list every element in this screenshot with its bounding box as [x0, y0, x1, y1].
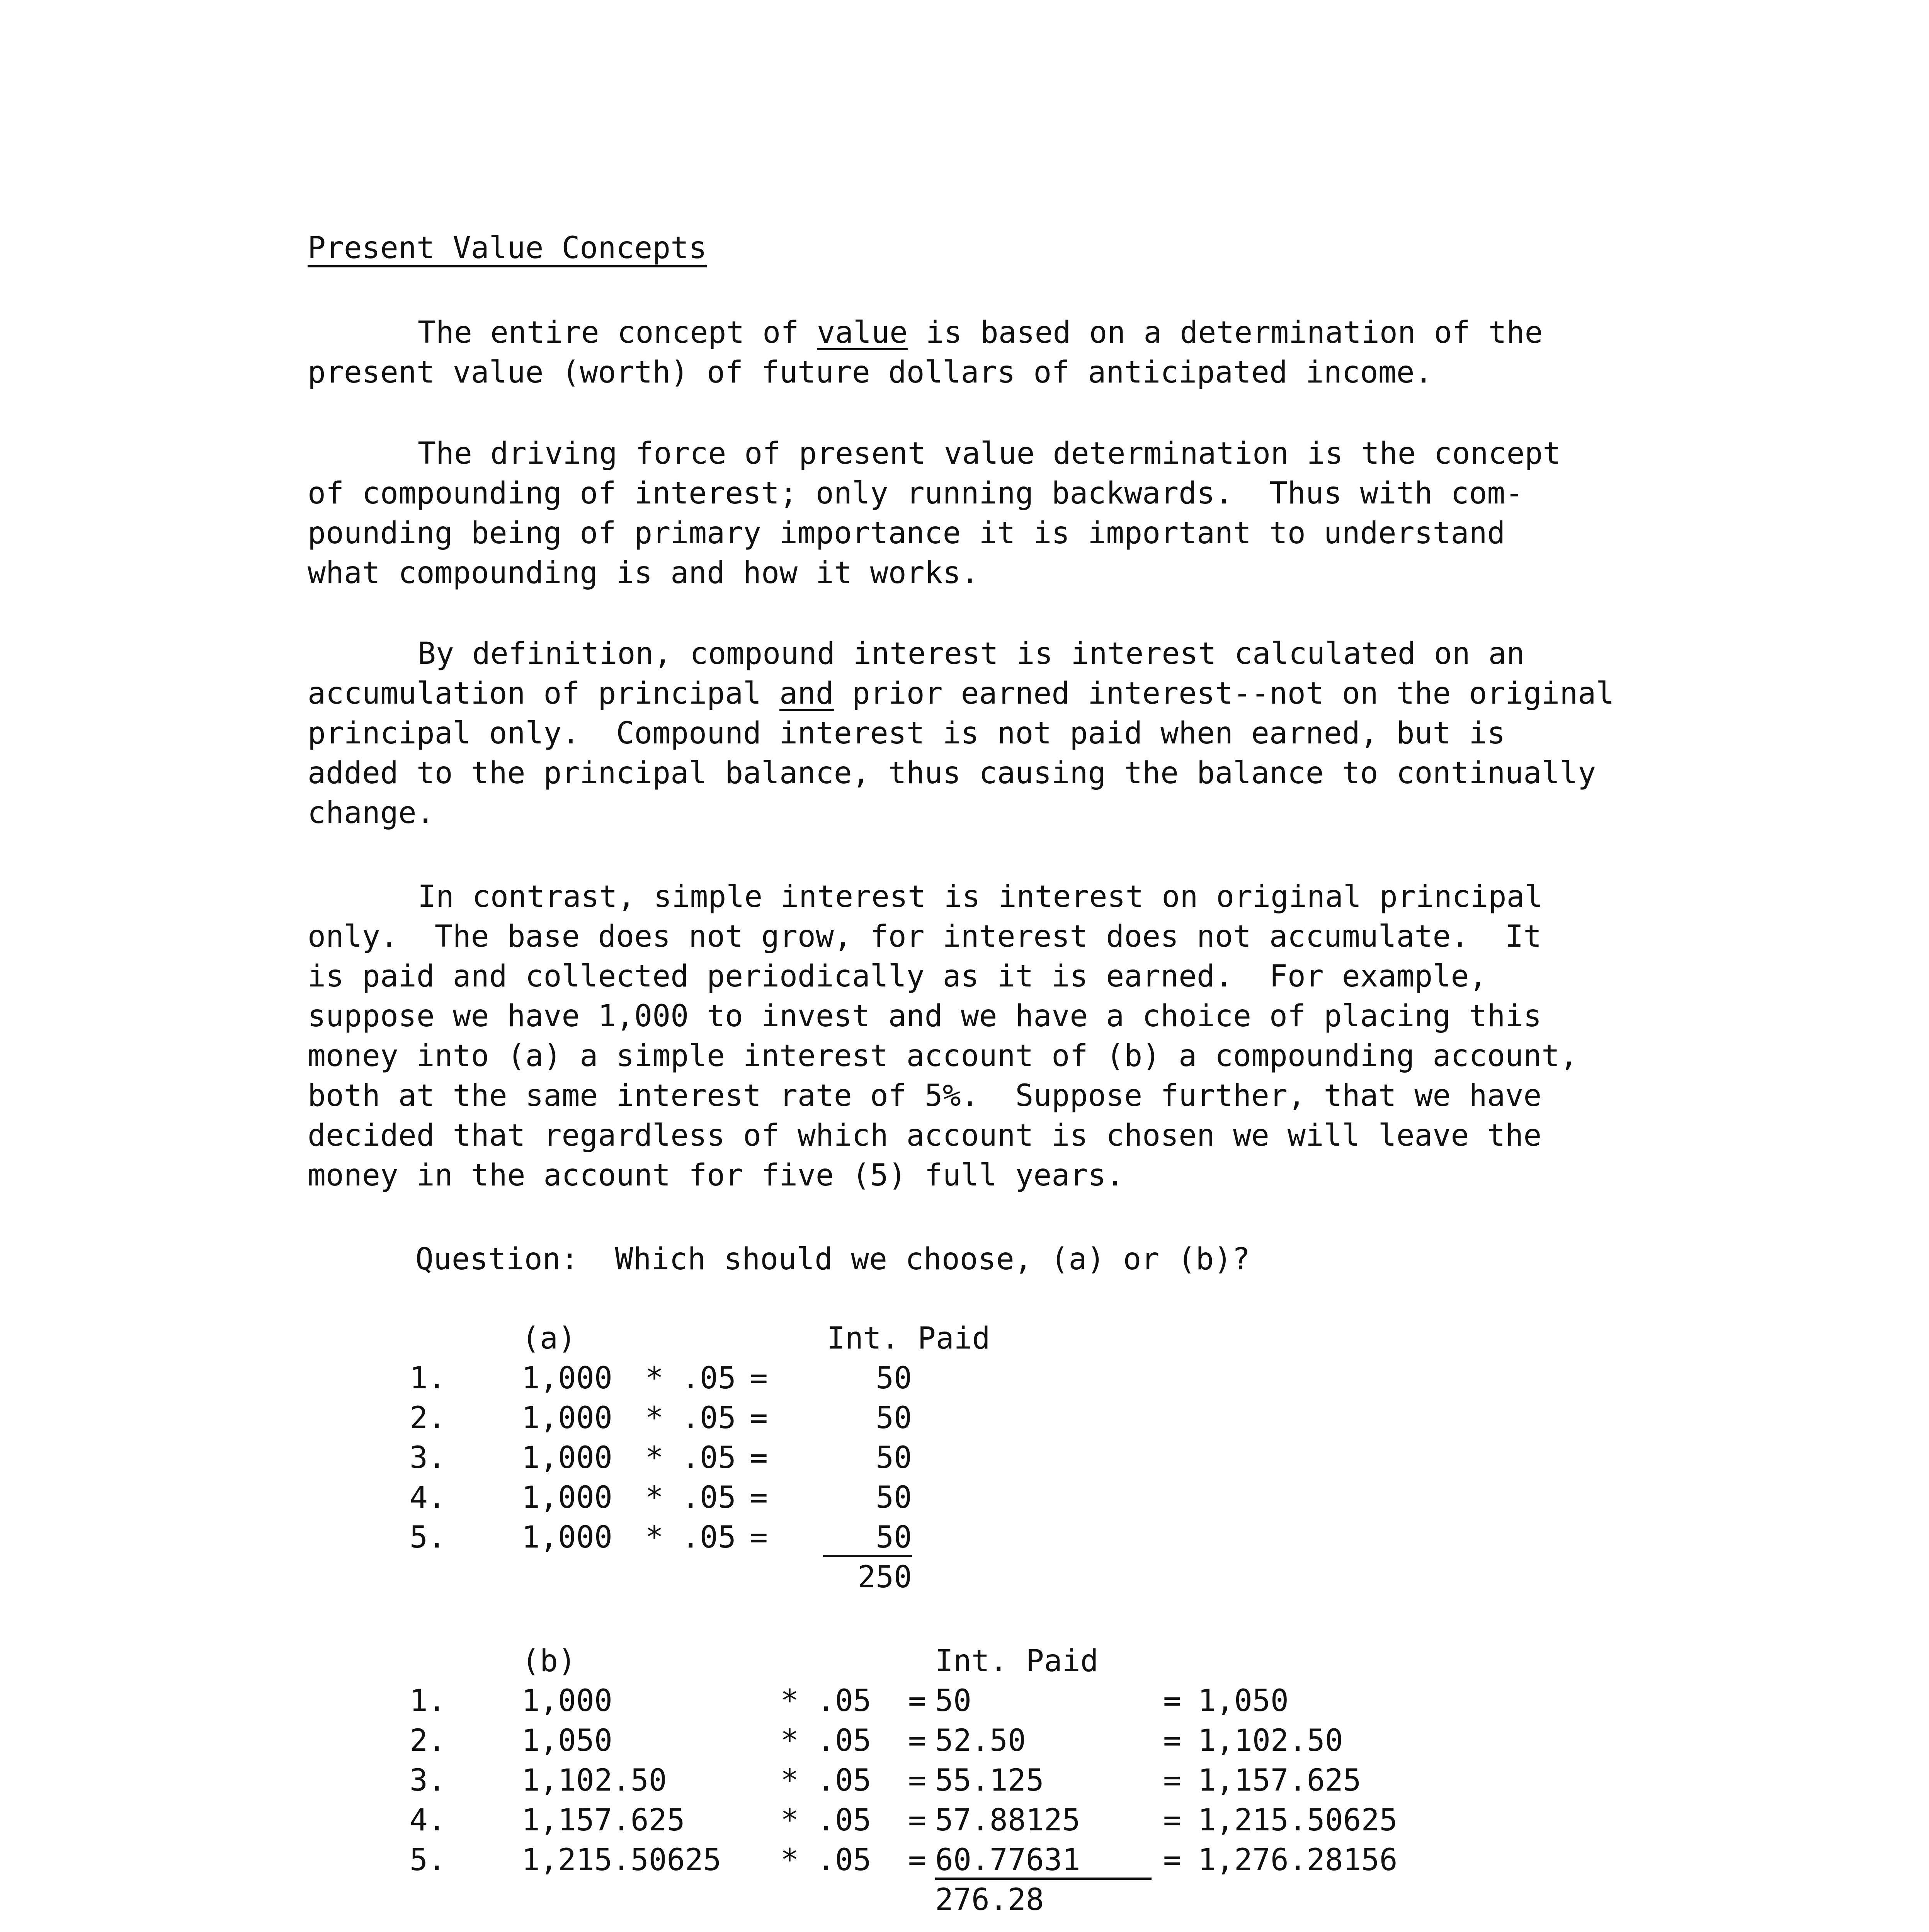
column-header-paid: Int. Paid [827, 1321, 990, 1356]
rate-cell: * .05 [645, 1520, 736, 1555]
row-number: 2. [410, 1723, 446, 1758]
paragraph-line: In contrast, simple interest is interest on original principal [418, 879, 1543, 914]
paragraph-line: The driving force of present value determination is the concept [418, 436, 1561, 471]
interest-paid-cell: 57.88125 [935, 1803, 1080, 1838]
rate-cell: * .05 [645, 1440, 736, 1475]
equals-sign: = [908, 1763, 926, 1798]
paragraph-line: money in the account for five (5) full years. [308, 1158, 1124, 1193]
paragraph-compound-definition [308, 634, 1614, 833]
rate-cell: * .05 [645, 1361, 736, 1396]
interest-paid-cell: 60.77631 [935, 1845, 1152, 1880]
paragraph-line: change. [308, 796, 435, 830]
interest-paid-cell: 52.50 [935, 1723, 1026, 1758]
balance-cell: 1,157.625 [1198, 1763, 1361, 1798]
equals-sign: = [1163, 1684, 1181, 1718]
paragraph-line: what compounding is and how it works. [308, 556, 979, 590]
column-label: (a) [522, 1321, 576, 1356]
row-number: 4. [410, 1480, 446, 1515]
row-number: 1. [410, 1684, 446, 1718]
equals-sign: = [750, 1401, 768, 1435]
equals-sign: = [750, 1520, 768, 1555]
equals-sign: = [908, 1803, 926, 1838]
rate-cell: * .05 [781, 1763, 871, 1798]
paragraph-line: principal only. Compound interest is not paid when earned, but is [308, 716, 1505, 751]
rate-cell: * .05 [645, 1480, 736, 1515]
rate-cell: * .05 [781, 1723, 871, 1758]
paragraph-line: both at the same interest rate of 5%. Suppose further, that we have [308, 1078, 1542, 1113]
rate-cell: * .05 [781, 1803, 871, 1838]
rate-cell: * .05 [781, 1843, 871, 1878]
balance-cell: 1,215.50625 [1198, 1803, 1398, 1838]
equals-sign: = [908, 1684, 926, 1718]
row-number: 1. [410, 1361, 446, 1396]
interest-paid-cell: 50 [823, 1522, 912, 1557]
equals-sign: = [908, 1843, 926, 1878]
paragraph-line: decided that regardless of which account is chosen we will leave the [308, 1118, 1542, 1153]
equals-sign: = [1163, 1763, 1181, 1798]
equals-sign: = [1163, 1723, 1181, 1758]
paragraph-line: added to the principal balance, thus causing the balance to continually [308, 756, 1596, 791]
principal-cell: 1,215.50625 [522, 1843, 721, 1878]
principal-cell: 1,157.625 [522, 1803, 685, 1838]
rate-cell: * .05 [645, 1401, 736, 1435]
balance-cell: 1,050 [1198, 1684, 1289, 1718]
rate-cell: * .05 [781, 1684, 871, 1718]
equals-sign: = [1163, 1803, 1181, 1838]
equals-sign: = [750, 1440, 768, 1475]
paragraph-simple-interest [308, 877, 1578, 1196]
paragraph-line: The entire concept of value is based on a determination of the [418, 315, 1543, 350]
column-label: (b) [522, 1644, 576, 1679]
paragraph-line: pounding being of primary importance it is important to understand [308, 516, 1505, 551]
paragraph-line: money into (a) a simple interest account of (b) a compounding account, [308, 1039, 1578, 1073]
equals-sign: = [750, 1361, 768, 1396]
principal-cell: 1,050 [522, 1723, 612, 1758]
interest-paid-cell: 50 [876, 1361, 912, 1396]
principal-cell: 1,000 [522, 1440, 612, 1475]
equals-sign: = [908, 1723, 926, 1758]
interest-paid-cell: 50 [876, 1401, 912, 1435]
column-header-paid: Int. Paid [935, 1644, 1099, 1679]
page-heading: Present Value Concepts [308, 231, 707, 265]
principal-cell: 1,000 [522, 1401, 612, 1435]
row-number: 5. [410, 1843, 446, 1878]
paragraph-line: suppose we have 1,000 to invest and we have a choice of placing this [308, 999, 1542, 1034]
principal-cell: 1,000 [522, 1361, 612, 1396]
row-number: 5. [410, 1520, 446, 1555]
paragraph-line: present value (worth) of future dollars of anticipated income. [308, 355, 1433, 390]
emphasis-value: value [817, 315, 908, 350]
question-line: Question: Which should we choose, (a) or (b)? [415, 1242, 1250, 1277]
paragraph-line: is paid and collected periodically as it is earned. For example, [308, 959, 1487, 994]
principal-cell: 1,000 [522, 1520, 612, 1555]
balance-cell: 1,276.28156 [1198, 1843, 1398, 1878]
interest-paid-cell: 55.125 [935, 1763, 1044, 1798]
paragraph-line: of compounding of interest; only running backwards. Thus with com- [308, 476, 1524, 511]
interest-paid-cell: 50 [935, 1684, 971, 1718]
interest-paid-cell: 50 [876, 1480, 912, 1515]
row-number: 3. [410, 1440, 446, 1475]
balance-cell: 1,102.50 [1198, 1723, 1343, 1758]
row-number: 2. [410, 1401, 446, 1435]
emphasis-and: and [779, 676, 834, 711]
interest-paid-cell: 50 [876, 1440, 912, 1475]
total-interest: 276.28 [935, 1883, 1044, 1917]
equals-sign: = [750, 1480, 768, 1515]
equals-sign: = [1163, 1843, 1181, 1878]
paragraph-value-concept [308, 313, 1543, 393]
paragraph-line: accumulation of principal and prior earned interest--not on the original [308, 676, 1614, 711]
paragraph-driving-force [308, 434, 1561, 593]
paragraph-line: only. The base does not grow, for interest does not accumulate. It [308, 919, 1542, 954]
principal-cell: 1,000 [522, 1684, 612, 1718]
principal-cell: 1,000 [522, 1480, 612, 1515]
principal-cell: 1,102.50 [522, 1763, 667, 1798]
row-number: 4. [410, 1803, 446, 1838]
total-interest: 250 [857, 1560, 912, 1595]
row-number: 3. [410, 1763, 446, 1798]
paragraph-line: By definition, compound interest is interest calculated on an [418, 636, 1525, 671]
